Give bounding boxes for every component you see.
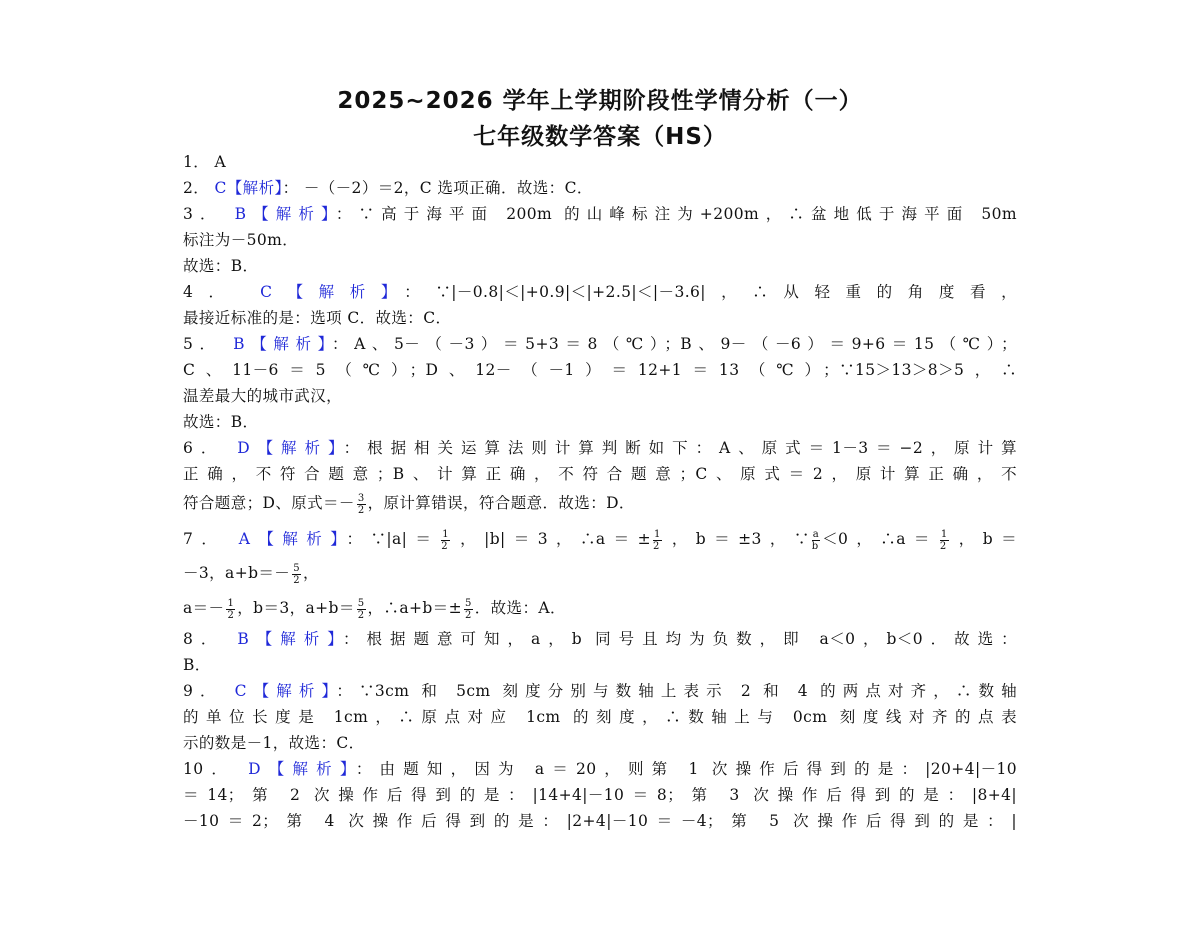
analysis-label: 【解析】 [272, 283, 405, 301]
fraction: $\frac{5}{2}$ [464, 597, 472, 621]
answer-6-cont: 正确，不符合题意；B、计算正确，不符合题意；C、原式＝2，原计算正确，不 [183, 465, 1017, 483]
analysis-label: 【解析】 [250, 530, 347, 548]
answer-4-choice: C [260, 283, 273, 301]
answer-9-cont: 的单位长度是 1cm，∴原点对应 1cm 的刻度，∴数轴上与 0cm 刻度线对齐的点表 [183, 708, 1017, 726]
fraction: $\frac{1}{2}$ [652, 528, 661, 552]
fraction: $\frac{5}{2}$ [357, 597, 365, 621]
document-subtitle: 七年级数学答案（HS） [473, 124, 727, 150]
answer-6-cont2: 符合题意；D、原式＝－ $\frac{3}{2}$ ，原计算错误，符合题意．故选：D． [183, 492, 635, 516]
fraction: $\frac{5}{2}$ [293, 562, 300, 586]
answer-10-choice: D [248, 760, 261, 778]
answer-2: 2． C【解析】： －（－2）＝2，C 选项正确．故选：C． [183, 179, 593, 197]
answer-2-choice: C [214, 179, 227, 197]
answer-9: 9． C【解析】：∵3cm 和 5cm 刻度分别与数轴上表示 2 和 4 的两点对齐，∴数轴 [183, 682, 1017, 700]
answer-10: 10． D【解析】：由题知，因为 a＝20，则第 1 次操作后得到的是：|20+4|－10 [183, 760, 1017, 778]
fraction: $\frac{3}{2}$ [357, 492, 365, 516]
analysis-label: 【解析】 [246, 682, 337, 700]
answer-1: 1． A [183, 153, 227, 171]
analysis-label: 【解析】 [244, 335, 332, 353]
answer-6-choice: D [237, 439, 251, 457]
analysis-label: 【解析】 [249, 630, 343, 648]
answer-3: 3． B【解析】：∵高于海平面 200m 的山峰标注为+200m，∴盆地低于海平面 50m [183, 205, 1017, 223]
analysis-label: 【解析】 [250, 439, 344, 457]
answer-5-conclusion: 故选：B． [183, 413, 259, 431]
answer-8-cont: B． [183, 656, 211, 674]
answer-4: 4． C【解析】：∵|－0.8|＜|+0.9|＜|+2.5|＜|－3.6|，∴从轻重的角度看， [183, 283, 1017, 301]
answer-7-choice: A [238, 530, 251, 548]
answer-7-cont2: a＝－ $\frac{1}{2}$ ，b＝3，a+b＝ $\frac{5}{2}$ ，∴a+b＝± $\frac{5}{2}$ ．故选：A． [183, 597, 566, 621]
answer-5-choice: B [233, 335, 245, 353]
document-title: 2025~2026 学年上学期阶段性学情分析（一） [337, 88, 863, 114]
fraction: $\frac{1}{2}$ [441, 528, 450, 552]
answer-3-choice: B [234, 205, 247, 223]
answer-6: 6． D【解析】：根据相关运算法则计算判断如下：A、原式＝1－3＝−2，原计算 [183, 439, 1017, 457]
answer-7-cont: －3，a+b＝－ $\frac{5}{2}$ ， [183, 562, 319, 586]
answer-4-cont: 最接近标准的是：选项 C．故选：C． [183, 309, 452, 327]
answer-5-cont2: 温差最大的城市武汉， [183, 387, 343, 405]
answer-3-conclusion: 故选：B． [183, 257, 259, 275]
analysis-label: 【解析】 [246, 205, 336, 223]
answer-3-cont: 标注为－50m． [183, 231, 299, 249]
fraction: $\frac{1}{2}$ [939, 528, 948, 552]
answer-10-cont: ＝14；第 2 次操作后得到的是：|14+4|－10＝8；第 3 次操作后得到的是：|8+4| [183, 786, 1017, 804]
answer-10-cont2: －10＝2；第 4 次操作后得到的是：|2+4|－10＝－4；第 5 次操作后得到的是：| [183, 812, 1017, 830]
analysis-label: 【解析】 [260, 760, 356, 778]
answer-7: 7． A【解析】：∵|a|＝ $\frac{1}{2}$ ，|b|＝3，∴a＝± $\frac{1}{2}$ ，b＝±3，∵ $\frac{a}{b}$ ＜0，∴a＝ $\frac{1}{2}$ ，b＝ [183, 528, 1017, 552]
analysis-label: 【解析】 [226, 179, 283, 197]
answer-8: 8． B【解析】：根据题意可知，a，b 同号且均为负数，即 a＜0，b＜0．故选： [183, 630, 1017, 648]
answer-5: 5． B【解析】：A、5－（－3）＝5+3＝8（℃）；B、9－（－6）＝9+6＝15（℃）； [183, 335, 1017, 353]
answer-5-cont: C、11－6＝5（℃）；D、12－（－1）＝12+1＝13（℃）；∵15＞13＞8＞5，∴ [183, 361, 1017, 379]
answer-8-choice: B [237, 630, 250, 648]
answer-9-choice: C [234, 682, 247, 700]
answer-9-cont2: 示的数是－1，故选：C． [183, 734, 365, 752]
fraction: $\frac{a}{b}$ [811, 528, 820, 552]
fraction: $\frac{1}{2}$ [227, 597, 235, 621]
